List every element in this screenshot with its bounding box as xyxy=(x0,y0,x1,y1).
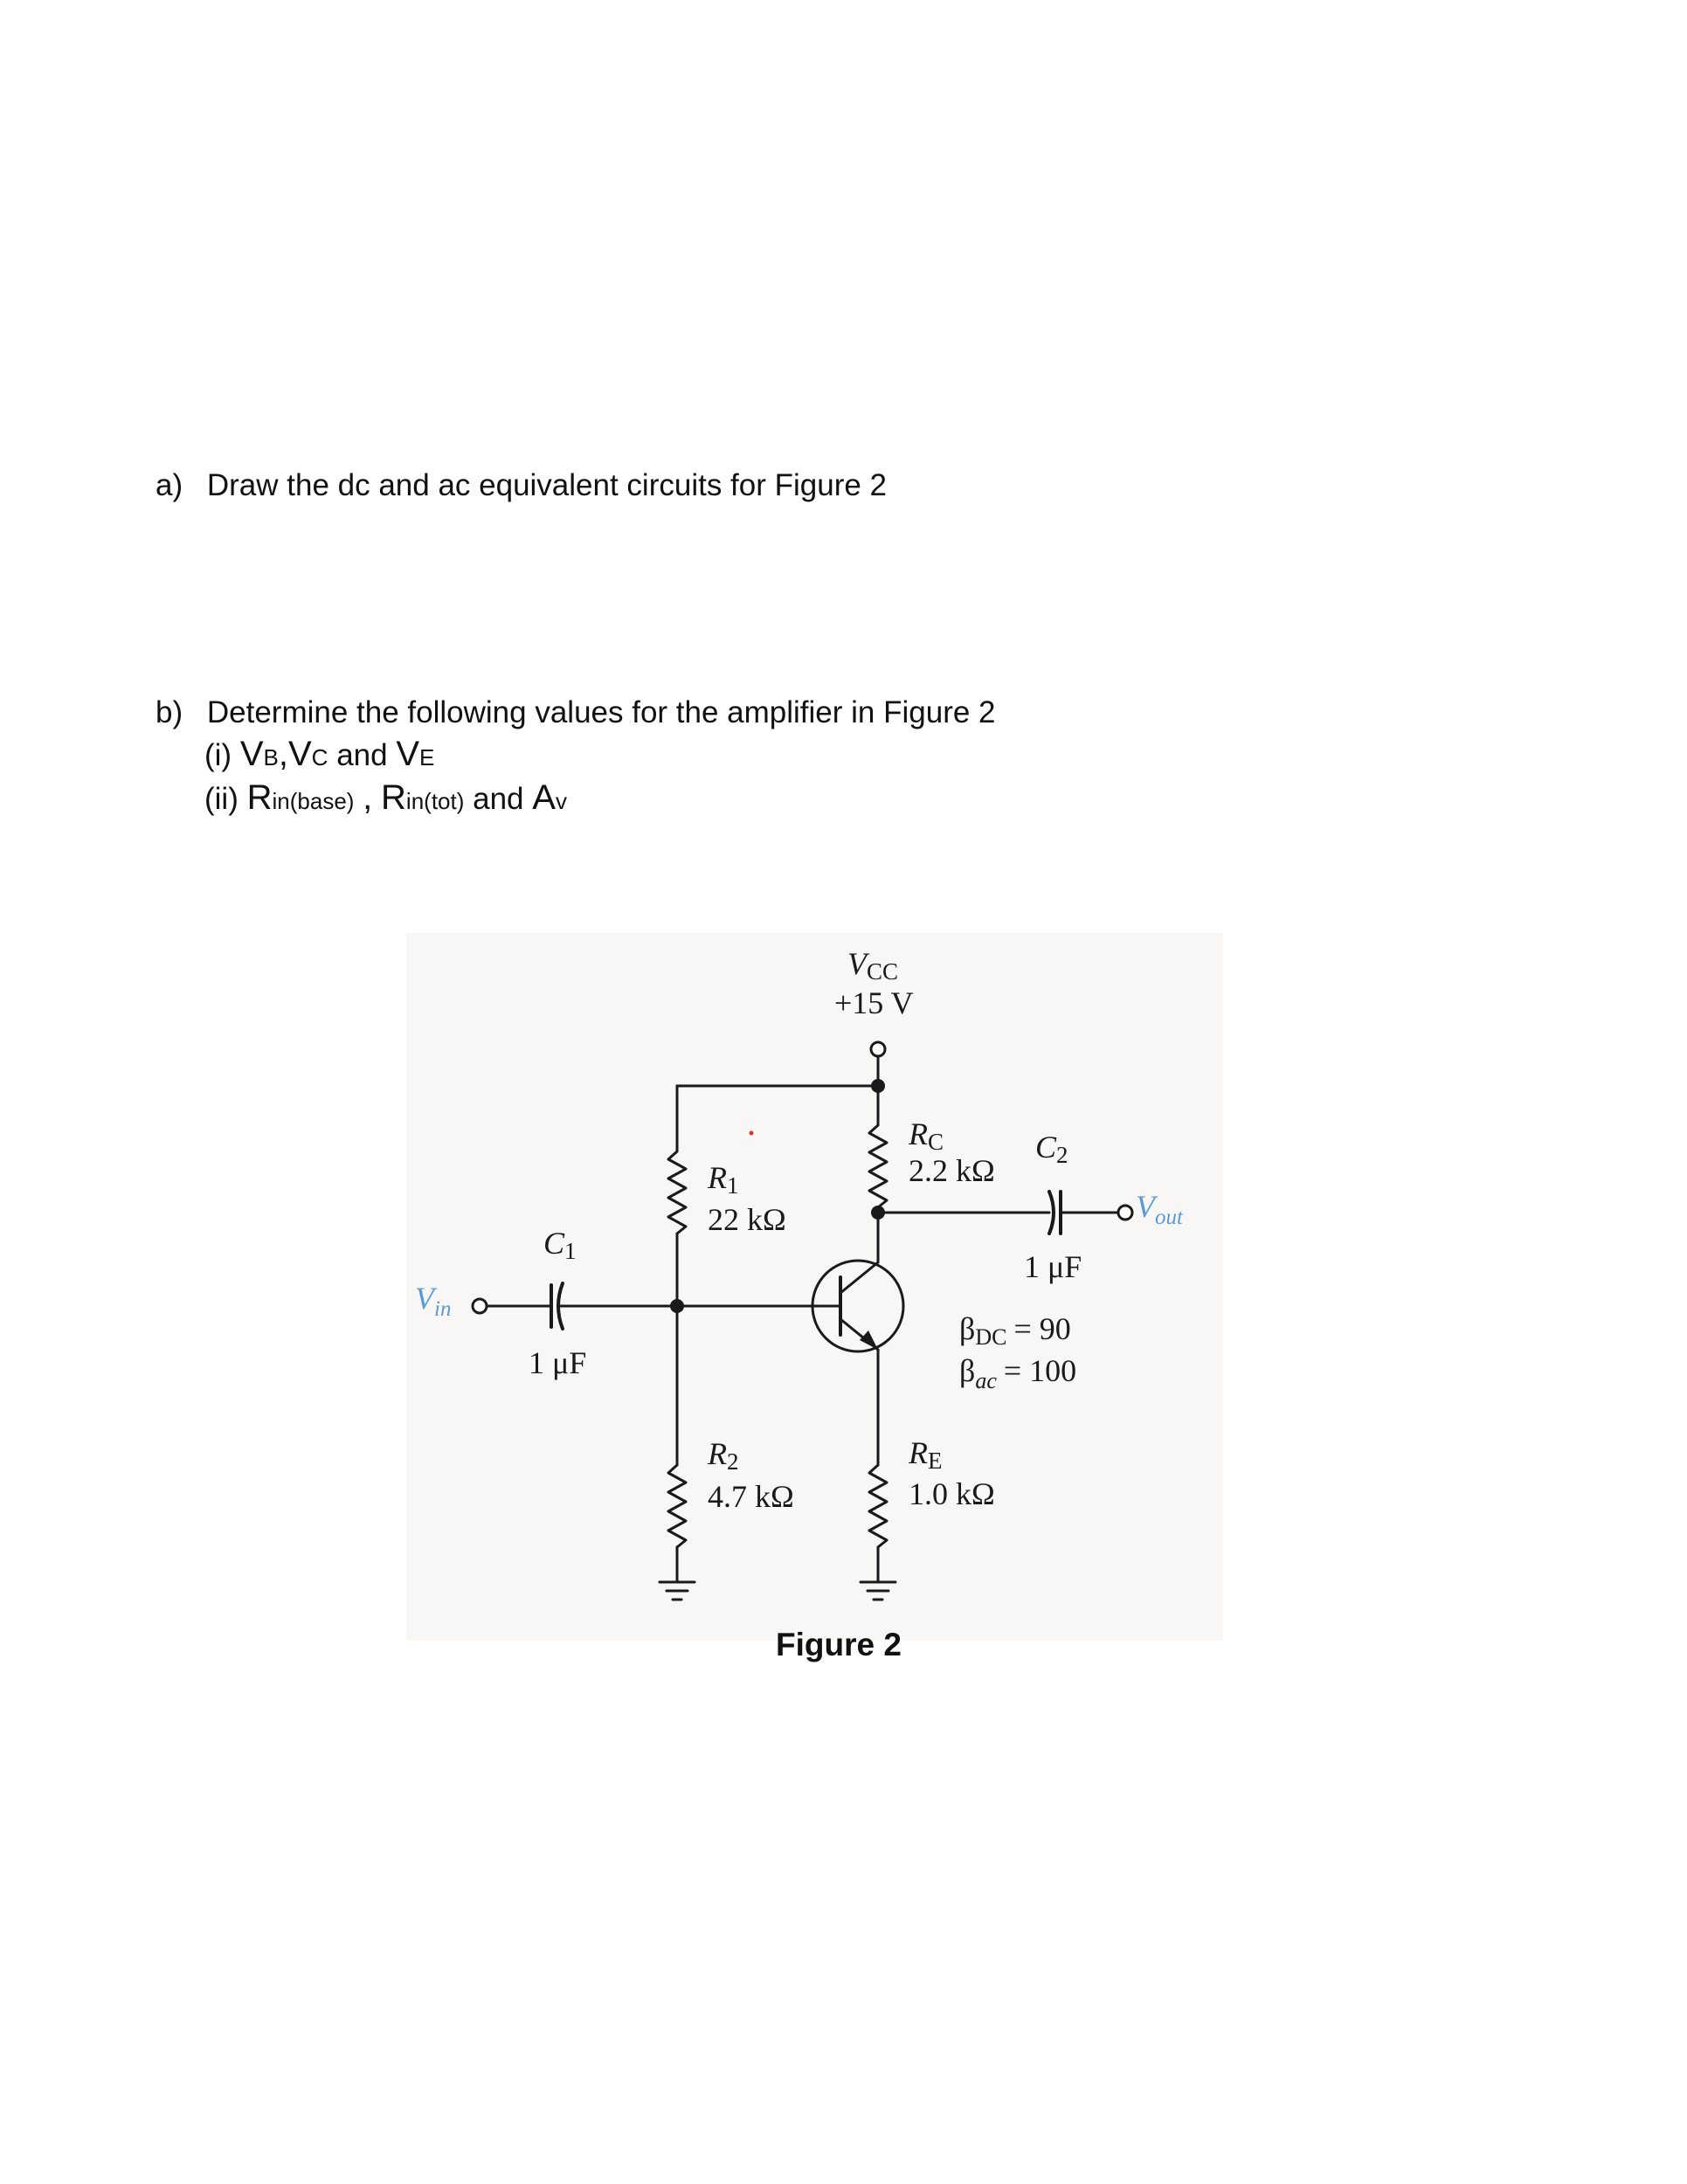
rin-tot-symbol: R xyxy=(381,778,406,817)
re-label: RE xyxy=(909,1435,943,1474)
and-word: and xyxy=(336,738,388,772)
vb-sub: B xyxy=(263,744,279,771)
vcc-value: +15 V xyxy=(834,985,914,1020)
junction-collector xyxy=(871,1206,885,1220)
re-value: 1.0 kΩ xyxy=(909,1476,995,1511)
question-a-label: a) xyxy=(156,468,183,502)
vcc-label: VCC xyxy=(847,946,899,985)
rc-value: 2.2 kΩ xyxy=(909,1153,995,1188)
junction-vcc xyxy=(871,1079,885,1093)
r1-label: R1 xyxy=(708,1160,739,1199)
part-i-prefix: (i) xyxy=(204,738,232,772)
vb-symbol: V xyxy=(239,735,264,773)
and-word-2: and xyxy=(473,782,524,816)
figure-caption: Figure 2 xyxy=(776,1627,902,1662)
vc-sub: C xyxy=(311,744,328,771)
question-a-text: Draw the dc and ac equivalent circuits for Figure 2 xyxy=(206,468,888,502)
rc-label: RC xyxy=(909,1116,944,1155)
beta-ac-label: $\beta_{ac} = 100$ xyxy=(959,1353,1077,1393)
c2-label: C2 xyxy=(1035,1130,1068,1168)
part-ii-prefix: (ii) xyxy=(204,782,239,816)
c1-label: C1 xyxy=(543,1226,577,1264)
question-b-text: Determine the following values for the amplifier in Figure 2 xyxy=(206,695,996,729)
vout-label: $V_{out}$ xyxy=(1136,1189,1183,1229)
av-symbol: A xyxy=(532,778,556,817)
c2-value: 1 μF xyxy=(1024,1249,1082,1284)
c1-value: 1 μF xyxy=(529,1345,587,1380)
av-sub: v xyxy=(555,788,567,814)
vcc-terminal xyxy=(871,1042,885,1056)
junction-base xyxy=(670,1299,684,1313)
beta-dc-label: βDC = 90 xyxy=(959,1311,1071,1350)
stray-dot xyxy=(750,1131,754,1136)
ve-symbol: V xyxy=(396,735,420,773)
vin-terminal xyxy=(473,1299,487,1313)
ve-sub: E xyxy=(419,744,435,771)
question-b-label: b) xyxy=(156,695,183,729)
r1-value: 22 kΩ xyxy=(708,1202,786,1237)
r2-value: 4.7 kΩ xyxy=(708,1479,794,1514)
figure-background xyxy=(406,933,1223,1641)
rin-base-sub: in(base) xyxy=(272,788,355,814)
sep-1: , xyxy=(278,735,288,773)
vc-symbol: V xyxy=(287,735,312,773)
rin-tot-sub: in(tot) xyxy=(405,788,465,814)
r2-label: R2 xyxy=(708,1436,739,1475)
sep-2: , xyxy=(363,778,373,817)
rin-base-symbol: R xyxy=(246,778,273,817)
vout-terminal xyxy=(1118,1206,1132,1220)
vin-label: $V_{in}$ xyxy=(415,1281,452,1321)
